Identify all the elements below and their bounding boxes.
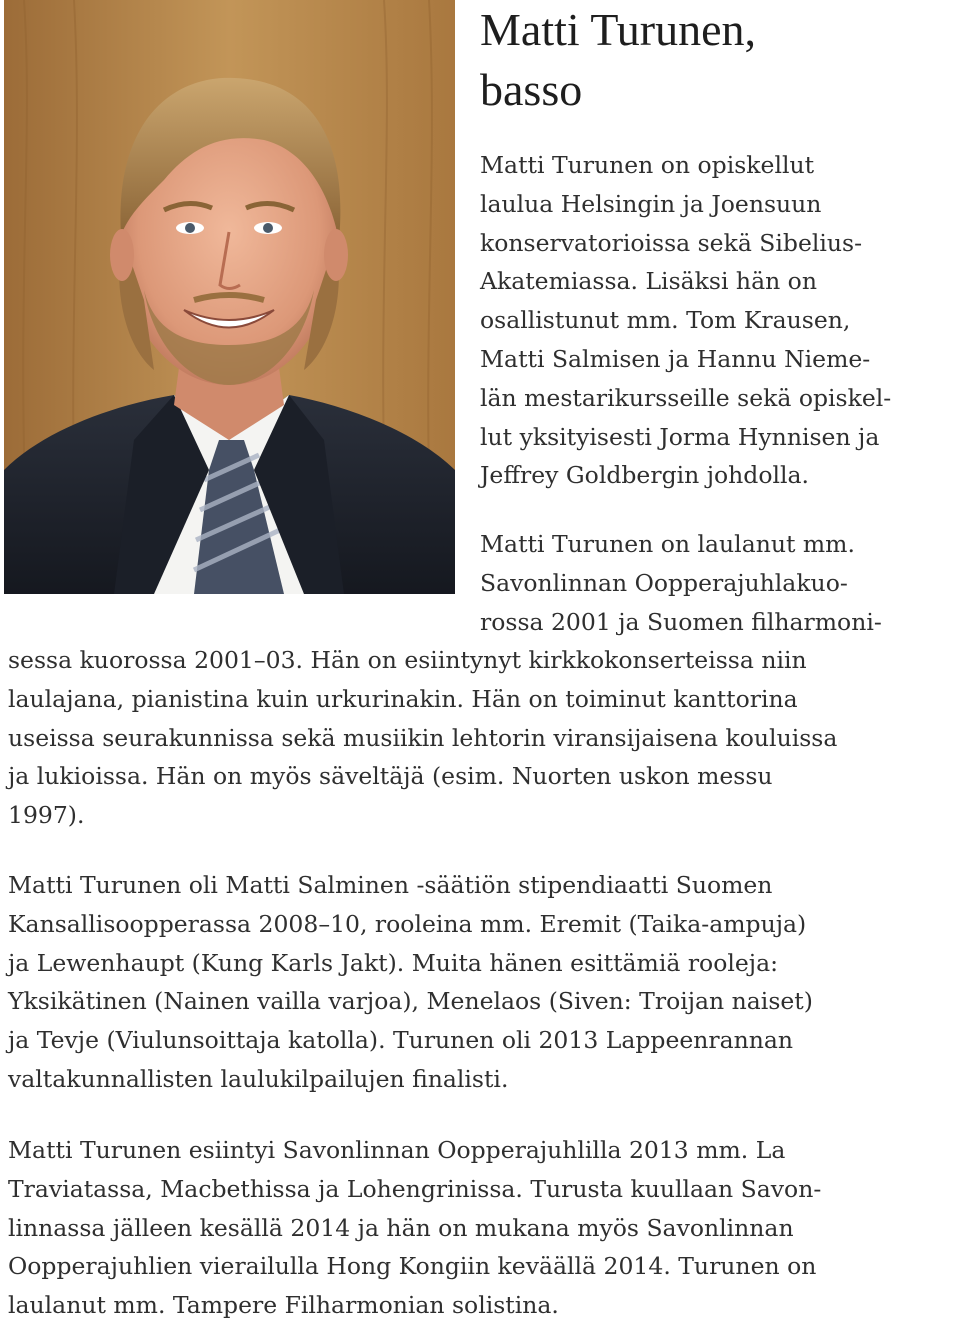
text-line: Kansallisoopperassa 2008–10, rooleina mm. Eremit (Taika-ampuja) (8, 909, 807, 938)
text-line: län mestarikursseille sekä opiskel- (480, 383, 892, 412)
text-line: Yksikätinen (Nainen vailla varjoa), Menelaos (Siven: Troijan naiset) (8, 987, 813, 1016)
text-line: Traviatassa, Macbethissa ja Lohengrinissa. Turusta kuullaan Savon- (8, 1174, 822, 1203)
text-line: useissa seurakunnissa sekä musiikin lehtorin viransijaisena kouluissa (8, 723, 838, 752)
text-line: konservatorioissa sekä Sibelius- (480, 228, 863, 257)
text-line: ja Lewenhaupt (Kung Karls Jakt). Muita hänen esittämiä rooleja: (8, 948, 778, 977)
text-line: Matti Turunen esiintyi Savonlinnan Oopperajuhlilla 2013 mm. La (8, 1136, 786, 1164)
text-line: Akatemiassa. Lisäksi hän on (480, 267, 817, 296)
text-line: linnassa jälleen kesällä 2014 ja hän on mukana myös Savonlinnan (8, 1213, 794, 1242)
text-line: Oopperajuhlien vierailulla Hong Kongiin keväällä 2014. Turunen on (8, 1252, 817, 1281)
text-line: laulajana, pianistina kuin urkurinakin. Hän on toiminut kanttorina (8, 684, 798, 713)
bio-paragraph-studies (480, 146, 891, 495)
bio-paragraph-career-start (480, 525, 882, 641)
title-name: Matti Turunen, (480, 4, 757, 55)
portrait-photo (4, 0, 455, 594)
text-line: ja Tevje (Viulunsoittaja katolla). Turunen oli 2013 Lappeenrannan (8, 1026, 794, 1055)
page-title (480, 0, 756, 120)
text-line: rossa 2001 ja Suomen filharmoni- (480, 607, 882, 636)
text-line: Jeffrey Goldbergin johdolla. (480, 461, 810, 490)
text-line: laulanut mm. Tampere Filharmonian solistina. (8, 1291, 559, 1320)
bio-paragraph-recent (8, 1131, 821, 1325)
text-line: valtakunnallisten laulukilpailujen finalisti. (8, 1064, 509, 1093)
text-line: sessa kuorossa 2001–03. Hän on esiintynyt kirkkokonserteissa niin (8, 646, 807, 674)
text-line: Matti Turunen oli Matti Salminen -säätiön stipendiaatti Suomen (8, 871, 773, 899)
text-line: 1997). (8, 801, 85, 830)
text-line: Matti Salmisen ja Hannu Nieme- (480, 344, 871, 373)
text-line: laulua Helsingin ja Joensuun (480, 189, 822, 218)
text-line: lut yksityisesti Jorma Hynnisen ja (480, 422, 880, 451)
text-line: Matti Turunen on opiskellut (480, 151, 815, 179)
text-line: Matti Turunen on laulanut mm. (480, 530, 855, 558)
text-line: ja lukioissa. Hän on myös säveltäjä (esim. Nuorten uskon messu (8, 762, 773, 791)
title-voice-type: basso (480, 64, 583, 115)
text-line: osallistunut mm. Tom Krausen, (480, 306, 851, 335)
bio-paragraph-career-cont (8, 641, 837, 835)
bio-paragraph-roles (8, 866, 813, 1099)
text-line: Savonlinnan Oopperajuhlakuo- (480, 568, 848, 597)
portrait-illustration (4, 0, 455, 594)
